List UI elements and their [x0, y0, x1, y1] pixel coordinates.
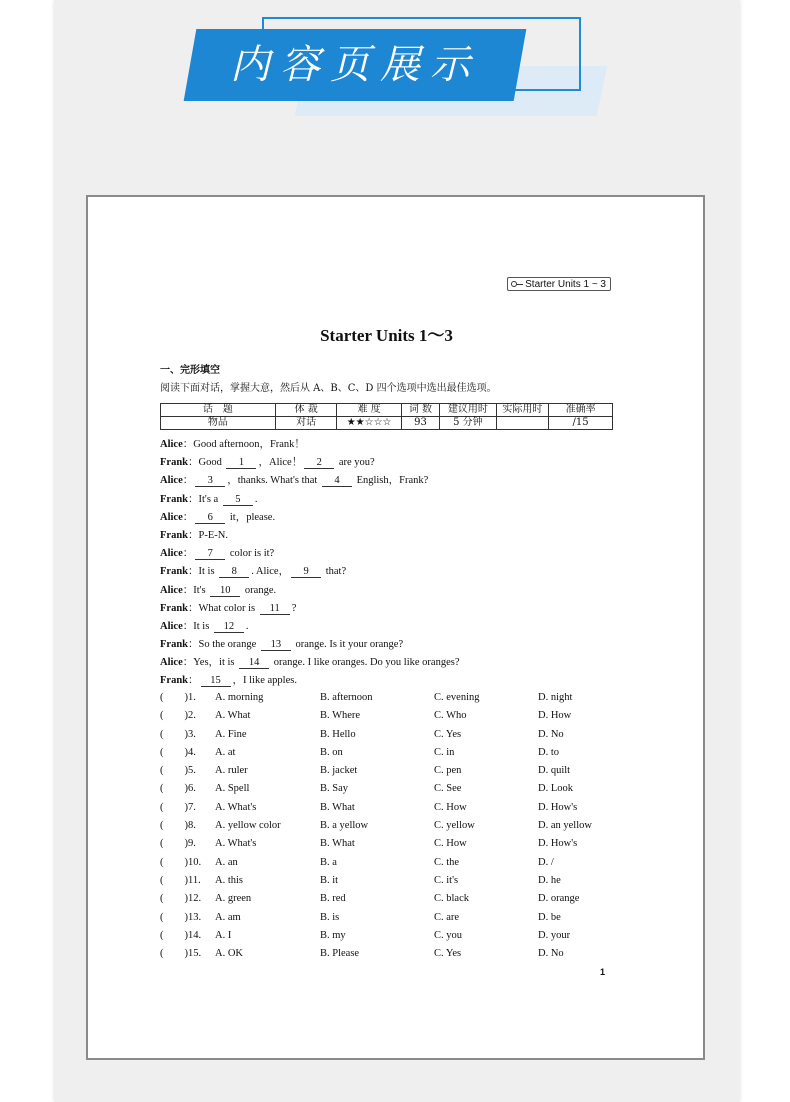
option-a: A. What [215, 710, 251, 722]
dialog-text: It's [193, 584, 209, 596]
question-row [160, 854, 630, 872]
option-a: A. Spell [215, 783, 250, 795]
dialog-text: ，Alice！ [258, 457, 303, 469]
dialog-text: It is [193, 620, 212, 632]
speaker-name: Alice [160, 439, 183, 450]
option-b: B. red [320, 893, 346, 905]
option-c: C. yellow [434, 820, 475, 832]
option-b: B. on [320, 746, 343, 758]
option-c: C. you [434, 929, 463, 941]
question-list [160, 689, 630, 963]
dialog-line [160, 654, 630, 672]
option-d: D. How's [538, 838, 578, 850]
option-d: D. How [538, 710, 572, 722]
option-c: C. evening [434, 692, 480, 703]
speaker-name: Frank [160, 639, 189, 651]
option-c: C. See [434, 783, 462, 795]
option-a: A. an [215, 856, 238, 868]
info-header-cell: 体 裁 [275, 404, 337, 417]
question-number[interactable]: ( )15. [160, 948, 202, 960]
speaker-separator: ： [188, 639, 199, 651]
dialog-text: It is [198, 566, 218, 578]
speaker-separator: ： [188, 602, 199, 614]
info-header-row [161, 404, 613, 417]
question-number[interactable]: ( )13. [160, 911, 202, 923]
option-b: B. What [320, 801, 355, 813]
speaker-name: Alice [160, 657, 183, 669]
dialog-line [160, 672, 630, 690]
dialog-line [160, 436, 630, 454]
speaker-separator: ： [182, 439, 194, 450]
speaker-name: Alice [160, 620, 183, 632]
speaker-name: Frank [160, 493, 189, 505]
dialog-text: orange. I like oranges. Do you like oranges? [271, 657, 460, 669]
question-number[interactable]: ( )7. [160, 801, 196, 813]
answer-blank[interactable]: 9 [291, 566, 321, 578]
option-a: A. ruler [215, 765, 248, 777]
option-d: D. be [538, 911, 561, 923]
answer-blank[interactable]: 15 [201, 675, 231, 687]
instruction-text: 阅读下面对话，掌握大意，然后从 A、B、C、D 四个选项中选出最佳选项。 [160, 383, 497, 394]
page-number: 1 [600, 967, 606, 977]
question-row [160, 945, 630, 963]
option-b: B. Say [320, 783, 349, 795]
option-d: D. Look [538, 783, 573, 795]
option-d: D. No [538, 948, 564, 960]
info-header-cell: 话 题 [161, 404, 276, 417]
answer-blank[interactable]: 13 [261, 639, 291, 651]
dialog-text: ，I like apples. [232, 675, 297, 687]
question-row [160, 817, 630, 835]
info-table [160, 403, 613, 430]
actual-time-cell[interactable] [496, 417, 549, 430]
option-d: D. orange [538, 893, 580, 905]
difficulty-stars: ★★☆☆☆ [337, 417, 401, 430]
question-number[interactable]: ( )8. [160, 820, 196, 832]
dialog-text: . [254, 493, 258, 505]
speaker-name: Frank [160, 457, 189, 469]
speaker-separator: ： [188, 529, 199, 541]
question-row [160, 927, 630, 945]
header-line-icon [517, 284, 523, 285]
info-header-cell: 实际用时 [496, 404, 549, 417]
speaker-separator: ： [182, 475, 194, 487]
info-header-cell: 难 度 [337, 404, 401, 417]
option-c: C. in [434, 746, 455, 758]
answer-blank[interactable]: 6 [195, 512, 225, 524]
option-d: D. to [538, 746, 559, 758]
option-b: B. is [320, 911, 340, 923]
dialog-text: . [245, 620, 249, 632]
option-a: A. What's [215, 838, 257, 850]
speaker-separator: ： [182, 511, 194, 523]
question-row [160, 890, 630, 908]
question-row [160, 726, 630, 744]
info-value-cell: 5 分钟 [440, 417, 496, 430]
question-row [160, 909, 630, 927]
option-c: C. the [434, 856, 460, 868]
question-number[interactable]: ( )5. [160, 765, 196, 777]
dialog-line [160, 509, 630, 527]
option-a: A. this [215, 874, 244, 886]
question-number[interactable]: ( )9. [160, 838, 196, 850]
option-b: B. Where [320, 710, 361, 722]
speaker-separator: ： [188, 675, 199, 687]
banner [0, 0, 790, 130]
dialog-line [160, 472, 630, 490]
dialog-line [160, 491, 630, 509]
dialog-line [160, 600, 630, 618]
page-title: Starter Units 1～3 [320, 326, 453, 345]
option-d: D. / [538, 856, 554, 868]
dialog-line [160, 563, 630, 581]
dialog-text: What color is [198, 602, 258, 614]
dialog-text: So the orange [198, 639, 259, 651]
speaker-name: Frank [160, 566, 189, 578]
option-a: A. green [215, 893, 252, 905]
dialog-line [160, 582, 630, 600]
answer-blank[interactable]: 14 [239, 657, 269, 669]
answer-blank[interactable]: 4 [322, 475, 352, 487]
document-page [86, 195, 705, 1060]
question-row [160, 799, 630, 817]
option-b: B. Please [320, 948, 360, 960]
dialog-line [160, 636, 630, 654]
dialog-line [160, 618, 630, 636]
dialog-passage [160, 436, 630, 691]
dialog-text: Yes，it is [193, 657, 238, 669]
dialog-text: P-E-N. [198, 529, 228, 541]
option-b: B. Hello [320, 728, 356, 740]
answer-blank[interactable]: 8 [219, 566, 249, 578]
dialog-text: Good [198, 457, 225, 469]
info-value-cell: 对话 [275, 417, 337, 430]
question-row [160, 835, 630, 853]
question-row [160, 744, 630, 762]
accuracy-cell[interactable]: /15 [549, 417, 613, 430]
option-d: D. he [538, 874, 561, 886]
dialog-text: orange. [242, 584, 277, 596]
info-header-cell: 建议用时 [440, 404, 496, 417]
speaker-separator: ： [182, 584, 194, 596]
info-value-cell: 93 [401, 417, 439, 430]
dialog-line [160, 454, 630, 472]
question-number[interactable]: ( )6. [160, 783, 196, 795]
dialog-line [160, 527, 630, 545]
option-d: D. How's [538, 801, 578, 813]
option-c: C. Who [434, 710, 467, 722]
speaker-separator: ： [182, 657, 194, 669]
info-header-cell: 词 数 [401, 404, 439, 417]
question-row [160, 780, 630, 798]
question-number[interactable]: ( )3. [160, 728, 196, 740]
option-b: B. my [320, 929, 346, 941]
dialog-line [160, 545, 630, 563]
option-a: A. I [215, 929, 232, 941]
option-c: C. pen [434, 765, 462, 777]
question-number[interactable]: ( )4. [160, 746, 196, 758]
dialog-text: that? [323, 566, 347, 578]
option-d: D. an yellow [538, 820, 592, 832]
option-b: B. a yellow [320, 820, 369, 832]
speaker-separator: ： [182, 620, 194, 632]
option-b: B. a [320, 856, 337, 868]
speaker-name: Alice [160, 475, 183, 487]
running-header [507, 277, 611, 291]
question-row [160, 872, 630, 890]
option-a: A. OK [215, 948, 243, 960]
dialog-text: color is it? [227, 548, 275, 560]
option-c: C. black [434, 893, 469, 905]
section-heading: 一、完形填空 [160, 365, 220, 376]
option-b: B. afternoon [320, 692, 373, 703]
answer-blank[interactable]: 12 [214, 621, 244, 633]
option-c: C. are [434, 911, 460, 923]
speaker-name: Frank [160, 602, 189, 614]
speaker-separator: ： [188, 457, 199, 469]
option-d: D. No [538, 728, 564, 740]
dialog-text: English，Frank? [353, 475, 429, 487]
option-d: D. night [538, 692, 573, 703]
dialog-text: are you? [336, 457, 375, 469]
banner-title: 内容页展示 [230, 42, 480, 88]
answer-blank[interactable]: 11 [260, 603, 290, 615]
answer-blank[interactable]: 10 [210, 585, 240, 597]
question-row [160, 762, 630, 780]
speaker-separator: ： [182, 548, 194, 560]
option-a: A. am [215, 911, 241, 923]
option-b: B. jacket [320, 765, 358, 777]
speaker-separator: ： [188, 566, 199, 578]
speaker-name: Frank [160, 675, 189, 687]
option-b: B. What [320, 838, 355, 850]
speaker-name: Frank [160, 529, 189, 541]
answer-blank[interactable]: 5 [223, 494, 253, 506]
dialog-text: orange. Is it your orange? [292, 639, 404, 651]
option-c: C. Yes [434, 948, 462, 960]
answer-blank[interactable]: 1 [226, 457, 256, 469]
speaker-separator: ： [188, 493, 199, 505]
speaker-name: Alice [160, 511, 183, 523]
dialog-text: It's a [198, 493, 221, 505]
option-a: A. at [215, 746, 236, 758]
option-c: C. Yes [434, 728, 462, 740]
question-row [160, 689, 630, 707]
option-d: D. your [538, 929, 571, 941]
option-a: A. morning [215, 692, 264, 703]
header-tag-text: Starter Units 1 ~ 3 [525, 279, 606, 290]
option-d: D. quilt [538, 765, 571, 777]
question-number[interactable]: ( )14. [160, 929, 202, 941]
info-value-cell: 物品 [161, 417, 276, 430]
option-c: C. How [434, 838, 467, 850]
dialog-text: it，please. [227, 511, 276, 523]
option-a: A. yellow color [215, 820, 281, 832]
dialog-text: ，thanks. What's that [227, 475, 320, 487]
option-c: C. it's [434, 874, 459, 886]
question-number[interactable]: ( )2. [160, 710, 196, 722]
speaker-name: Alice [160, 548, 183, 560]
question-number[interactable]: ( )10. [160, 856, 202, 868]
question-number[interactable]: ( )11. [160, 874, 201, 886]
info-header-cell: 准确率 [549, 404, 613, 417]
answer-blank[interactable]: 2 [304, 457, 334, 469]
info-value-row [161, 417, 613, 430]
option-b: B. it [320, 874, 339, 886]
option-a: A. What's [215, 801, 257, 813]
option-a: A. Fine [215, 728, 247, 740]
question-number[interactable]: ( )12. [160, 893, 202, 905]
question-row [160, 707, 630, 725]
answer-blank[interactable]: 3 [195, 475, 225, 487]
dialog-text: Good afternoon，Frank！ [193, 439, 305, 450]
answer-blank[interactable]: 7 [195, 548, 225, 560]
option-c: C. How [434, 801, 467, 813]
dialog-text: . Alice， [251, 566, 290, 578]
dialog-text: ? [291, 602, 297, 614]
speaker-name: Alice [160, 584, 183, 596]
question-number[interactable]: ( )1. [160, 692, 196, 703]
